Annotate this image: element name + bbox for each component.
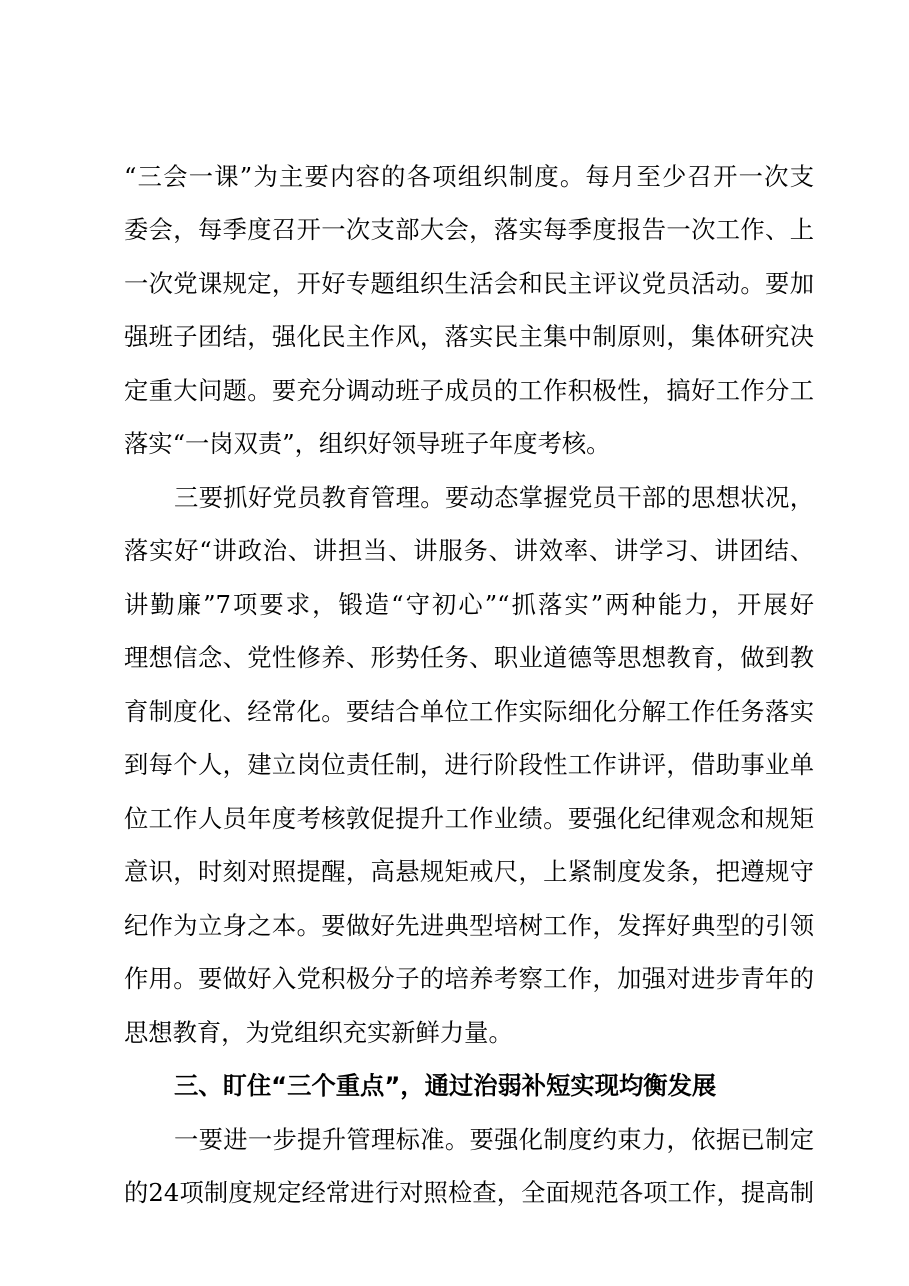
text-line: 落实好“讲政治、讲担当、讲服务、讲效率、讲学习、讲团结、 [124,536,814,565]
text-line: 委会，每季度召开一次支部大会，落实每季度报告一次工作、上 [124,215,814,244]
text-line: 讲勤廉”7项要求，锻造“守初心”“抓落实”两种能力，开展好 [124,590,814,619]
text-line: 强班子团结，强化民主作风，落实民主集中制原则，集体研究决 [124,322,814,351]
text-line: 的24项制度规定经常进行对照检查，全面规范各项工作，提高制 [124,1178,814,1207]
text-line: 意识，时刻对照提醒，高悬规矩戒尺，上紧制度发条，把遵规守 [124,857,814,886]
section-heading: 三、盯住“三个重点”，通过治弱补短实现均衡发展 [174,1071,717,1100]
text-line: 定重大问题。要充分调动班子成员的工作积极性，搞好工作分工 [124,376,814,405]
paragraph-first-line: 三要抓好党员教育管理。要动态掌握党员干部的思想状况， [174,483,814,512]
text-line: 思想教育，为党组织充实新鲜力量。 [124,1018,513,1047]
text-line: 理想信念、党性修养、形势任务、职业道德等思想教育，做到教 [124,643,814,672]
text-line: 到每个人，建立岗位责任制，进行阶段性工作讲评，借助事业单 [124,750,814,779]
text-line: 落实“一岗双责”，组织好领导班子年度考核。 [124,429,611,458]
text-line: 位工作人员年度考核敦促提升工作业绩。要强化纪律观念和规矩 [124,804,814,833]
text-line: 育制度化、经常化。要结合单位工作实际细化分解工作任务落实 [124,697,814,726]
text-line: 作用。要做好入党积极分子的培养考察工作，加强对进步青年的 [124,964,814,993]
paragraph-first-line: 一要进一步提升管理标准。要强化制度约束力，依据已制定 [174,1125,814,1154]
text-line: 一次党课规定，开好专题组织生活会和民主评议党员活动。要加 [124,269,814,298]
text-line: 纪作为立身之本。要做好先进典型培树工作，发挥好典型的引领 [124,911,814,940]
text-line: “三会一课”为主要内容的各项组织制度。每月至少召开一次支 [124,162,814,191]
